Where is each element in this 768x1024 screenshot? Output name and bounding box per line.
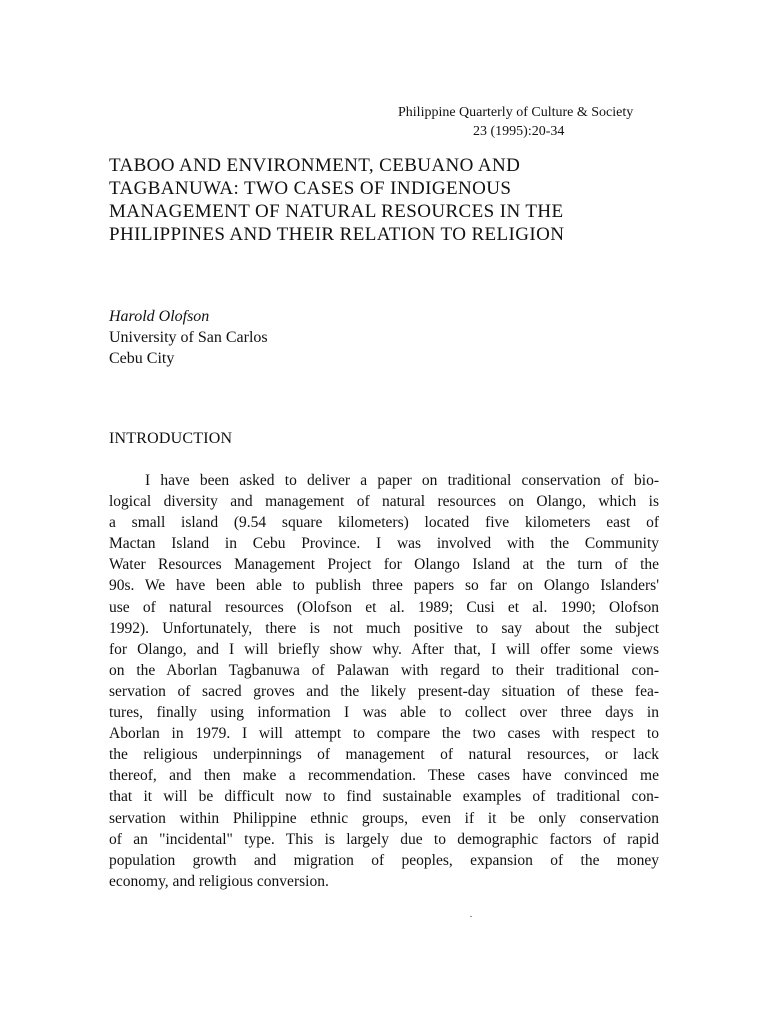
paragraph-line: for Olango, and I will briefly show why. After that, I will offer some views bbox=[109, 640, 659, 658]
title-line: TABOO AND ENVIRONMENT, CEBUANO AND bbox=[109, 155, 521, 176]
paragraph-line: Water Resources Management Project for Olango Island at the turn of the bbox=[109, 556, 659, 574]
title-line: PHILIPPINES AND THEIR RELATION TO RELIGION bbox=[109, 224, 565, 245]
paragraph-line: on the Aborlan Tagbanuwa of Palawan with regard to their traditional con- bbox=[109, 661, 659, 679]
paragraph-line: servation of sacred groves and the likely present-day situation of these fea- bbox=[109, 682, 659, 700]
section-heading: INTRODUCTION bbox=[109, 430, 233, 447]
journal-citation: 23 (1995):20-34 bbox=[473, 124, 565, 139]
paragraph-line: of an "incidental" type. This is largely due to demographic factors of rapid bbox=[109, 830, 659, 848]
title-line: MANAGEMENT OF NATURAL RESOURCES IN THE bbox=[109, 201, 564, 222]
paragraph-line: logical diversity and management of natural resources on Olango, which is bbox=[109, 493, 659, 511]
author-affiliation: University of San Carlos bbox=[109, 329, 268, 346]
paragraph-line: population growth and migration of peoples, expansion of the money bbox=[109, 851, 659, 869]
paragraph-line: economy, and religious conversion. bbox=[109, 872, 329, 890]
paragraph-line: 90s. We have been able to publish three papers so far on Olango Islanders' bbox=[109, 577, 659, 595]
paragraph-line: the religious underpinnings of management of natural resources, or lack bbox=[109, 746, 659, 764]
author-name: Harold Olofson bbox=[109, 308, 210, 325]
article-title bbox=[109, 154, 649, 246]
paragraph-line: 1992). Unfortunately, there is not much positive to say about the subject bbox=[109, 619, 659, 637]
scan-speck bbox=[470, 916, 472, 917]
journal-name: Philippine Quarterly of Culture & Society bbox=[398, 105, 634, 120]
paragraph-line: a small island (9.54 square kilometers) located five kilometers east of bbox=[109, 514, 659, 532]
paragraph-line: thereof, and then make a recommendation. These cases have convinced me bbox=[109, 767, 659, 785]
journal-header bbox=[398, 103, 658, 141]
author-city: Cebu City bbox=[109, 350, 175, 367]
paragraph-line: that it will be difficult now to find sustainable examples of traditional con- bbox=[109, 788, 659, 806]
introduction-paragraph bbox=[109, 470, 659, 892]
paragraph-line: Mactan Island in Cebu Province. I was involved with the Community bbox=[109, 535, 659, 553]
paragraph-line: Aborlan in 1979. I will attempt to compare the two cases with respect to bbox=[109, 725, 659, 743]
title-line: TAGBANUWA: TWO CASES OF INDIGENOUS bbox=[109, 178, 512, 199]
paragraph-line: I have been asked to deliver a paper on traditional conservation of bio- bbox=[145, 472, 659, 489]
author-block bbox=[109, 306, 268, 369]
paragraph-line: tures, finally using information I was able to collect over three days in bbox=[109, 704, 659, 722]
paragraph-line: use of natural resources (Olofson et al. 1989; Cusi et al. 1990; Olofson bbox=[109, 598, 659, 616]
paragraph-line: servation within Philippine ethnic groups, even if it be only conservation bbox=[109, 809, 659, 827]
